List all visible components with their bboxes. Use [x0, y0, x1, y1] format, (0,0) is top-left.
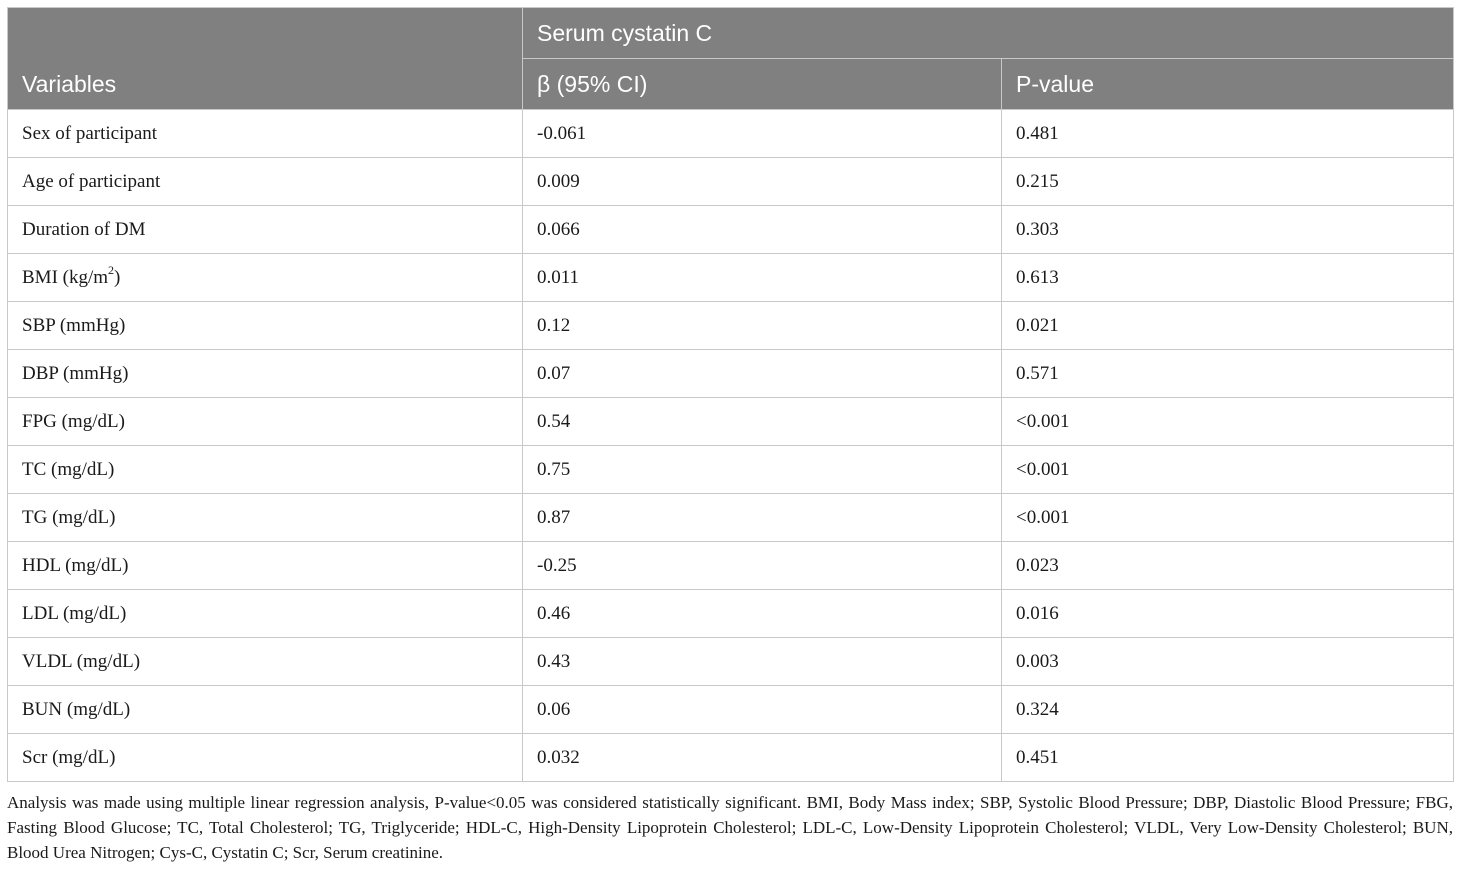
table-footnote: Analysis was made using multiple linear regression analysis, P-value<0.05 was considered statistically significant. BMI, Body Mass index; SBP, Systolic Blood Pressure; DBP, Diastolic Blood Pressure; FBG, Fasting Blood Glucose; TC, Total Cholesterol; TG, Triglyceride; HDL-C, High-Density Lipoprotein Cholesterol; LDL-C, Low-Density Lipoprotein Cholesterol; VLDL, Very Low-Density Cholesterol; BUN, Blood Urea Nitrogen; Cys-C, Cystatin C; Scr, Serum creatinine. — [7, 793, 1453, 862]
cell-variable — [8, 110, 523, 158]
table-row — [8, 254, 1454, 302]
cell-p-value: 0.613 — [1002, 254, 1454, 302]
cell-variable — [8, 734, 523, 782]
table-row — [8, 590, 1454, 638]
variable-label: BMI (kg/m — [22, 266, 109, 288]
header-beta-ci: β (95% CI) — [523, 59, 1002, 110]
cell-beta: 0.07 — [523, 350, 1002, 398]
header-serum-cystatin-c: Serum cystatin C — [523, 8, 1454, 59]
variable-label: BUN (mg/dL) — [22, 698, 131, 720]
cell-variable — [8, 638, 523, 686]
cell-beta: 0.032 — [523, 734, 1002, 782]
cell-beta: 0.54 — [523, 398, 1002, 446]
cell-p-value: 0.003 — [1002, 638, 1454, 686]
cell-variable — [8, 254, 523, 302]
regression-table-container — [7, 7, 1453, 865]
cell-beta: 0.011 — [523, 254, 1002, 302]
table-row — [8, 638, 1454, 686]
cell-variable — [8, 206, 523, 254]
cell-p-value: 0.451 — [1002, 734, 1454, 782]
cell-p-value: 0.481 — [1002, 110, 1454, 158]
cell-beta: 0.87 — [523, 494, 1002, 542]
cell-variable — [8, 302, 523, 350]
cell-p-value: 0.021 — [1002, 302, 1454, 350]
cell-beta: 0.06 — [523, 686, 1002, 734]
table-row — [8, 542, 1454, 590]
cell-beta: 0.009 — [523, 158, 1002, 206]
table-row — [8, 350, 1454, 398]
variable-label: TC (mg/dL) — [22, 458, 115, 480]
cell-p-value: 0.023 — [1002, 542, 1454, 590]
cell-p-value: <0.001 — [1002, 446, 1454, 494]
header-p-value: P-value — [1002, 59, 1454, 110]
cell-p-value: 0.016 — [1002, 590, 1454, 638]
table-row — [8, 686, 1454, 734]
table-row — [8, 446, 1454, 494]
table-row — [8, 398, 1454, 446]
cell-beta: -0.25 — [523, 542, 1002, 590]
cell-beta: 0.46 — [523, 590, 1002, 638]
cell-beta: 0.066 — [523, 206, 1002, 254]
cell-p-value: 0.215 — [1002, 158, 1454, 206]
table-row — [8, 302, 1454, 350]
cell-variable — [8, 590, 523, 638]
cell-p-value: <0.001 — [1002, 398, 1454, 446]
cell-beta: 0.12 — [523, 302, 1002, 350]
cell-variable — [8, 398, 523, 446]
variable-label: Sex of participant — [22, 122, 158, 144]
variable-label: VLDL (mg/dL) — [22, 650, 141, 672]
variable-label: Age of participant — [22, 170, 161, 192]
cell-variable — [8, 350, 523, 398]
variable-label: LDL (mg/dL) — [22, 602, 127, 624]
table-header — [8, 8, 1454, 110]
variable-label: HDL (mg/dL) — [22, 554, 129, 576]
cell-p-value: 0.303 — [1002, 206, 1454, 254]
variable-superscript: 2 — [108, 263, 115, 278]
cell-variable — [8, 446, 523, 494]
cell-p-value: <0.001 — [1002, 494, 1454, 542]
cell-variable — [8, 686, 523, 734]
variable-label: FPG (mg/dL) — [22, 410, 125, 432]
variable-label: TG (mg/dL) — [22, 506, 116, 528]
cell-p-value: 0.324 — [1002, 686, 1454, 734]
variable-label: SBP (mmHg) — [22, 314, 126, 336]
table-row — [8, 494, 1454, 542]
cell-beta: 0.43 — [523, 638, 1002, 686]
cell-variable — [8, 494, 523, 542]
table-row — [8, 158, 1454, 206]
variable-label: DBP (mmHg) — [22, 362, 129, 384]
header-variables: Variables — [8, 8, 523, 110]
table-row — [8, 110, 1454, 158]
variable-label-tail: ) — [114, 266, 121, 288]
table-row — [8, 206, 1454, 254]
cell-variable — [8, 158, 523, 206]
variable-label: Scr (mg/dL) — [22, 746, 116, 768]
cell-beta: -0.061 — [523, 110, 1002, 158]
regression-table — [7, 7, 1454, 782]
table-body — [8, 110, 1454, 782]
variable-label: Duration of DM — [22, 218, 146, 240]
cell-beta: 0.75 — [523, 446, 1002, 494]
table-row — [8, 734, 1454, 782]
cell-variable — [8, 542, 523, 590]
cell-p-value: 0.571 — [1002, 350, 1454, 398]
